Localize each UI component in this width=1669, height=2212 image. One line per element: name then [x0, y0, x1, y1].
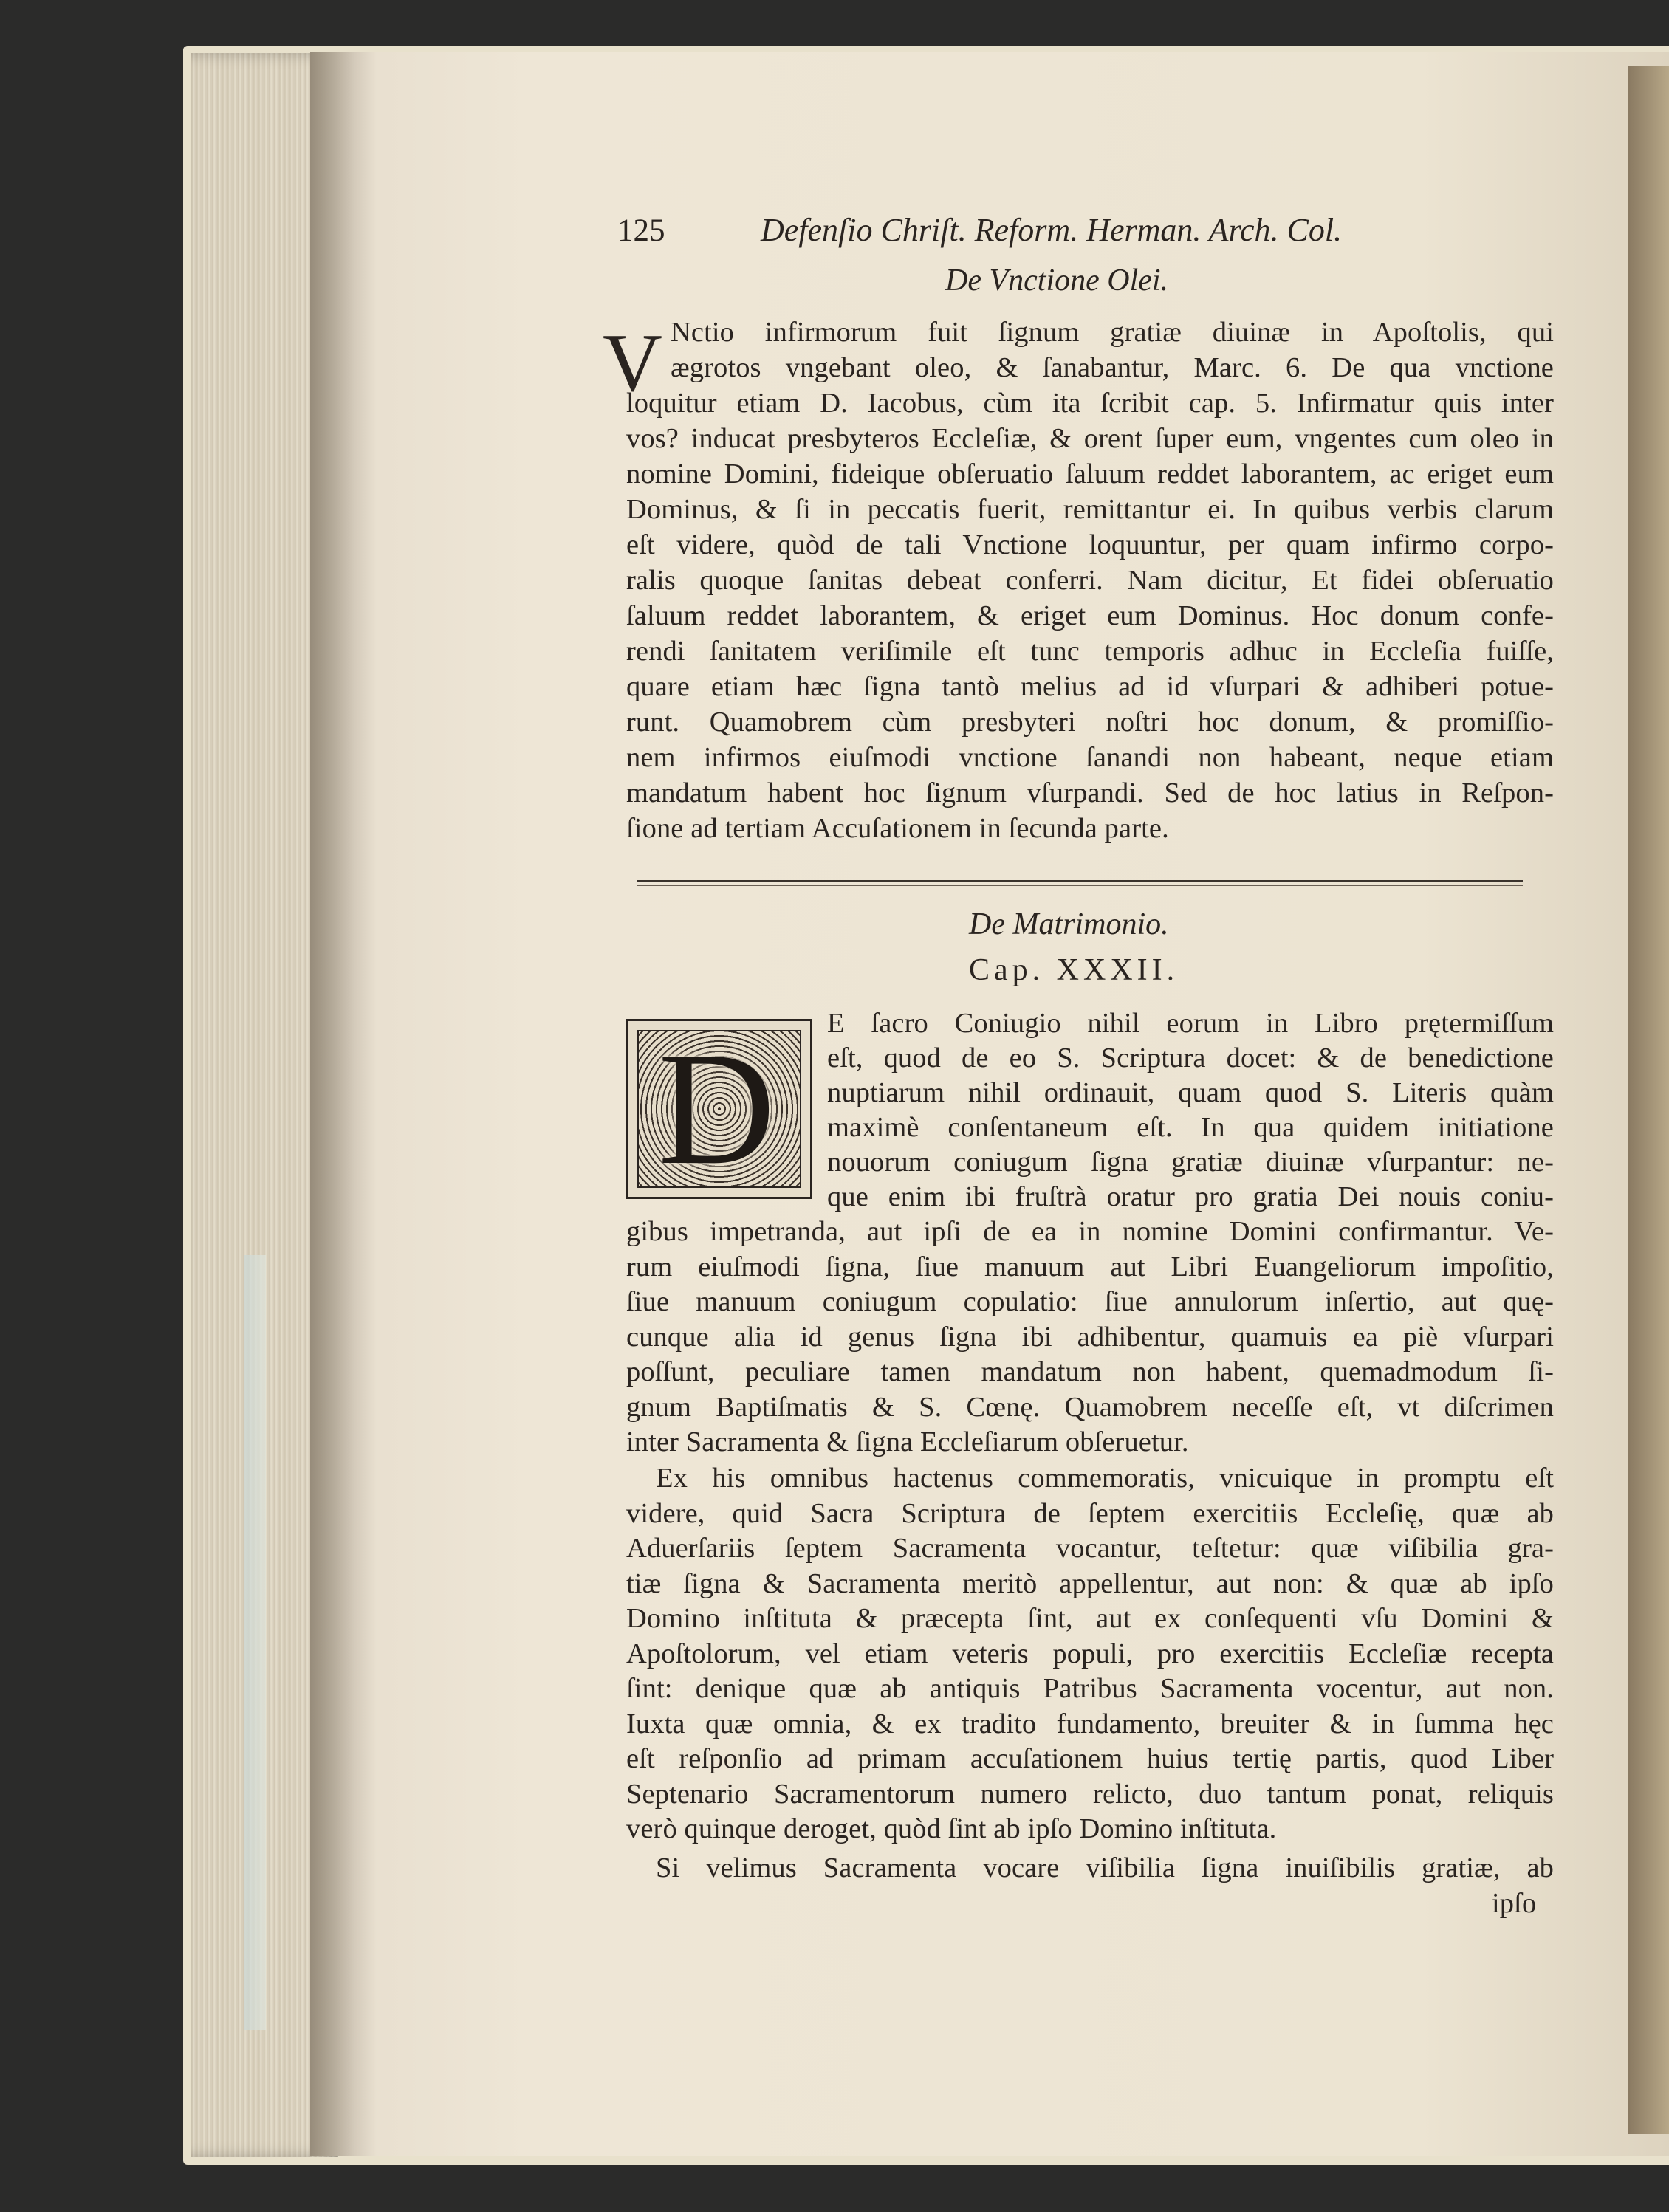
text-line: inter Sacramenta & ſigna Eccleſiarum obſeruetur. — [626, 1426, 1189, 1457]
text-line: que enim ibi fruſtrà oratur pro gratia Dei nouis coniu- — [827, 1181, 1554, 1212]
gutter-shadow — [310, 52, 377, 2156]
catchword: ipſo — [1492, 1888, 1537, 1919]
text-line: Si velimus Sacramenta vocare viſibilia ſigna inuiſibilis gratiæ, ab — [656, 1852, 1554, 1883]
text-line: eſt reſponſio ad primam accuſationem huius tertię partis, quod Liber — [626, 1743, 1554, 1774]
text-line: maximè conſentaneum eſt. In qua quidem initiatione — [827, 1112, 1554, 1143]
text-line: Ex his omnibus hactenus commemoratis, vnicuique in promptu eſt — [656, 1463, 1554, 1494]
section-heading-matrimony: De Matrimonio. — [969, 907, 1169, 941]
drop-initial-v: V — [603, 317, 662, 409]
ornamental-initial-letter: D — [658, 1018, 775, 1198]
text-line: runt. Quamobrem cùm presbyteri noſtri hoc donum, & promiſſio- — [626, 707, 1554, 738]
text-line: gnum Baptiſmatis & S. Cœnę. Quamobrem neceſſe eſt, vt diſcrimen — [626, 1391, 1554, 1423]
page-edge-tint — [244, 1255, 266, 2030]
text-line: ſint: denique quæ ab antiquis Patribus Sacramenta vocentur, aut non. — [626, 1673, 1554, 1704]
text-line: Nctio infirmorum fuit ſignum gratiæ diuinæ in Apoſtolis, qui — [671, 317, 1554, 348]
facing-page-edge — [1628, 66, 1669, 2134]
text-line: ralis quoque ſanitas debeat conferri. Nam dicitur, Et fidei obſeruatio — [626, 565, 1554, 596]
text-line: Apoſtolorum, vel etiam veteris populi, pro exercitiis Eccleſiæ recepta — [626, 1638, 1554, 1669]
text-line: nomine Domini, fideique obſeruatio ſaluum reddet laborantem, ac eriget eum — [626, 458, 1554, 490]
text-line: videre, quid Sacra Scriptura de ſeptem exercitiis Eccleſię, quæ ab — [626, 1497, 1554, 1529]
text-line: Domino inſtituta & præcepta ſint, aut ex conſequenti vſu Domini & — [626, 1603, 1554, 1634]
text-line: vos? inducat presbyteros Eccleſiæ, & orent ſuper eum, vngentes cum oleo in — [626, 423, 1554, 454]
text-line: tiæ ſigna & Sacramenta meritò appellentur, aut non: & quæ ab ipſo — [626, 1567, 1554, 1599]
text-line: rum eiuſmodi ſigna, ſiue manuum aut Libri Euangeliorum impoſitio, — [626, 1251, 1554, 1282]
text-line: Iuxta quæ omnia, & ex tradito fundamento, breuiter & in ſumma hęc — [626, 1708, 1554, 1739]
text-line: ſaluum reddet laborantem, & eriget eum Dominus. Hoc donum confe- — [626, 600, 1554, 631]
text-line: Aduerſariis ſeptem Sacramenta vocantur, teſtetur: quæ viſibilia gra- — [626, 1533, 1554, 1564]
text-line: Septenario Sacramentorum numero relicto, duo tantum ponat, reliquis — [626, 1778, 1554, 1810]
text-line: ſione ad tertiam Accuſationem in ſecunda parte. — [626, 813, 1169, 844]
text-line: rendi ſanitatem veriſimile eſt tunc temporis adhuc in Eccleſia fuiſſe, — [626, 636, 1554, 667]
section-heading-unction: De Vnctione Olei. — [945, 264, 1169, 298]
text-line: poſſunt, peculiare tamen mandatum non habent, quemadmodum ſi- — [626, 1356, 1554, 1387]
section-divider-rule-thin — [637, 885, 1523, 886]
page-number: 125 — [617, 213, 665, 248]
running-title: Defenſio Chriſt. Reform. Herman. Arch. Col. — [761, 212, 1343, 248]
section-divider-rule — [637, 880, 1523, 882]
text-line: nuptiarum nihil ordinauit, quam quod S. Literis quàm — [827, 1077, 1554, 1108]
text-line: cunque alia id genus ſigna ibi adhibentur, quamuis ea piè vſurpari — [626, 1321, 1554, 1353]
text-line: ægrotos vngebant oleo, & ſanabantur, Marc. 6. De qua vnctione — [671, 352, 1554, 383]
text-line: Dominus, & ſi in peccatis fuerit, remittantur ei. In quibus verbis clarum — [626, 494, 1554, 525]
text-line: eſt, quod de eo S. Scriptura docet: & de benedictione — [827, 1043, 1554, 1074]
text-line: eſt videre, quòd de tali Vnctione loquuntur, per quam infirmo corpo- — [626, 529, 1554, 560]
text-line: quare etiam hæc ſigna tantò melius ad id vſurpari & adhiberi potue- — [626, 671, 1554, 702]
chapter-number: Cap. XXXII. — [969, 953, 1179, 987]
text-line: nouorum coniugum ſigna gratiæ diuinæ vſurpantur: ne- — [827, 1147, 1554, 1178]
text-line: mandatum habent hoc ſignum vſurpandi. Sed de hoc latius in Reſpon- — [626, 777, 1554, 808]
text-line: verò quinque deroget, quòd ſint ab ipſo Domino inſtituta. — [626, 1813, 1277, 1844]
text-line: ſiue manuum coniugum copulatio: ſiue annulorum inſertio, aut quę- — [626, 1286, 1554, 1317]
text-line: loquitur etiam D. Iacobus, cùm ita ſcribit cap. 5. Infirmatur quis inter — [626, 388, 1554, 419]
text-line: E ſacro Coniugio nihil eorum in Libro prętermiſſum — [827, 1008, 1554, 1039]
text-line: nem infirmos eiuſmodi vnctione ſanandi non habeant, neque etiam — [626, 742, 1554, 773]
text-line: gibus impetranda, aut ipſi de ea in nomine Domini confirmantur. Ve- — [626, 1216, 1554, 1247]
ornamental-initial-d — [626, 1019, 812, 1199]
